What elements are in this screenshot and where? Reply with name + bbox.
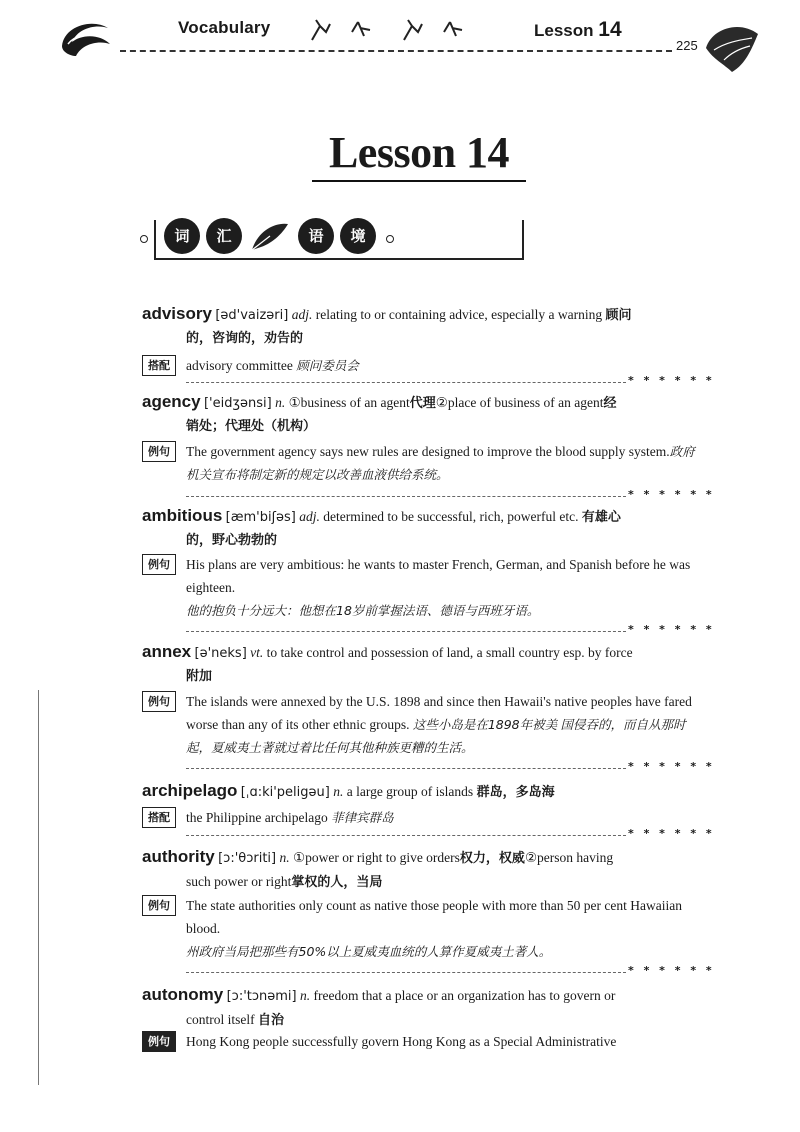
example-agency <box>142 440 704 486</box>
example-en: before he was eighteen. <box>186 557 691 595</box>
header-lesson-number: 14 <box>598 18 622 41</box>
entry-ambitious <box>142 504 704 552</box>
entry-advisory <box>142 302 704 350</box>
definition: to take control and possession of land, a small country esp. by force <box>266 645 633 660</box>
example-en: Hong Kong people successfully govern Hong Kong as a Special Administrative <box>186 1034 617 1049</box>
part-of-speech: n. <box>333 784 344 799</box>
translation: 销处；代理处（机构） <box>186 419 317 434</box>
example-zh: 州政府当局把那些有50%以上夏威夷血统的人算作夏威夷土著人。 <box>186 944 552 959</box>
example-en: Hawaiian blood. <box>186 898 682 936</box>
phonetic: [əd'vaizəri] <box>215 308 289 323</box>
sketch-figures-icon <box>300 18 500 48</box>
stars: * * * * * * <box>628 623 715 636</box>
entry-autonomy <box>142 983 704 1032</box>
badge-char: 汇 <box>206 218 242 254</box>
translation: 的，咨询的，劝告的 <box>186 331 304 346</box>
example-tag: 例句 <box>142 1031 176 1052</box>
entry-authority <box>142 845 704 894</box>
divider <box>186 972 626 973</box>
header-section-title: Vocabulary <box>178 18 271 37</box>
headword: authority <box>142 847 215 866</box>
example-annex <box>142 690 704 759</box>
translation: 掌权的人，当局 <box>291 875 383 890</box>
quill-icon <box>248 218 292 256</box>
part-of-speech: adj. <box>291 307 313 322</box>
definition: determined to be successful, rich, powerful etc. <box>323 509 579 524</box>
example-ambitious <box>142 553 704 622</box>
example-en: The state authorities only count as native those people with more than 50 per cent <box>186 898 627 913</box>
page-header <box>0 0 800 80</box>
translation: 经 <box>603 396 617 411</box>
example-tag: 例句 <box>142 691 176 712</box>
example-en: system. <box>628 444 670 459</box>
collocation-tag: 搭配 <box>142 807 176 828</box>
definition: relating to or containing advice, especially a warning <box>315 307 603 322</box>
divider <box>186 835 626 836</box>
entry-annex <box>142 640 704 688</box>
swirl-ornament-icon <box>58 16 114 62</box>
collocation-tag: 搭配 <box>142 355 176 376</box>
example-en: the Philippine archipelago <box>186 810 328 825</box>
headword: annex <box>142 642 192 661</box>
header-divider <box>120 50 672 52</box>
phonetic: [ɔ:'θɔriti] <box>218 851 277 866</box>
badge-char: 境 <box>340 218 376 254</box>
leaf-ornament-icon <box>702 20 762 76</box>
example-en: The islands were annexed by the U.S. 1898 and since then Hawaii's native peoples <box>186 694 632 709</box>
phonetic: [æm'biʃəs] <box>225 510 296 525</box>
divider <box>186 631 626 632</box>
translation: 顾问 <box>605 308 632 323</box>
translation: 权力，权威 <box>459 851 525 866</box>
headword: autonomy <box>142 985 224 1004</box>
part-of-speech: n. <box>275 395 286 410</box>
translation: 附加 <box>186 669 213 684</box>
example-tag: 例句 <box>142 441 176 462</box>
example-zh: 菲律宾群岛 <box>331 810 394 825</box>
translation: 自治 <box>257 1013 284 1028</box>
definition: such power or right <box>186 874 292 889</box>
stars: * * * * * * <box>628 374 715 387</box>
translation: 群岛，多岛海 <box>476 785 555 800</box>
badge-char: 词 <box>164 218 200 254</box>
example-zh: 顾问委员会 <box>296 358 359 373</box>
stars: * * * * * * <box>628 760 715 773</box>
page-number: 225 <box>676 38 698 53</box>
definition: a large group of islands <box>346 784 474 799</box>
collocation-archipelago <box>142 806 704 829</box>
example-en: advisory committee <box>186 358 293 373</box>
page-title: Lesson 14 <box>312 126 526 182</box>
translation: 代理 <box>409 396 436 411</box>
divider <box>186 496 626 497</box>
example-en: have fared worse than any of its other ethnic groups. <box>186 694 692 732</box>
definition: ②place of business of an agent <box>435 395 604 410</box>
stars: * * * * * * <box>628 827 715 840</box>
stars: * * * * * * <box>628 964 715 977</box>
collocation-advisory <box>142 354 704 377</box>
phonetic: [ɔ:'tɔnəmi] <box>226 989 297 1004</box>
headword: ambitious <box>142 506 223 525</box>
headword: archipelago <box>142 781 238 800</box>
part-of-speech: n. <box>299 988 311 1003</box>
stars: * * * * * * <box>628 488 715 501</box>
part-of-speech: adj. <box>299 509 320 524</box>
badge-dot <box>140 235 148 243</box>
translation: 有雄心 <box>581 510 621 525</box>
phonetic: [ˌɑ:ki'peligəu] <box>240 785 330 800</box>
badge-dot <box>386 235 394 243</box>
example-tag: 例句 <box>142 895 176 916</box>
divider <box>186 768 626 769</box>
entry-archipelago <box>142 779 704 804</box>
example-en: The government agency says new rules are designed to improve the blood supply <box>186 444 626 459</box>
definition: freedom that a place or an organization has to govern or <box>313 988 616 1003</box>
example-en: His plans are very ambitious: he wants to master French, German, and Spanish <box>186 557 612 572</box>
entry-agency <box>142 390 704 438</box>
definition: ①power or right to give orders <box>292 850 460 865</box>
phonetic: [ə'neks] <box>194 646 247 661</box>
headword: agency <box>142 392 201 411</box>
part-of-speech: n. <box>279 850 290 865</box>
example-autonomy <box>142 1030 704 1053</box>
headword: advisory <box>142 304 212 323</box>
example-zh: 这些小岛是在1898年被美 <box>412 717 558 732</box>
badge-char: 语 <box>298 218 334 254</box>
example-authority <box>142 894 704 963</box>
example-zh: 政府机关宣布将制定新的规定以改善血液供给系统。 <box>186 444 695 482</box>
definition: control itself <box>186 1012 255 1027</box>
translation: 的，野心勃勃的 <box>186 533 278 548</box>
part-of-speech: vt. <box>250 645 264 660</box>
example-tag: 例句 <box>142 554 176 575</box>
scan-margin-line <box>38 690 39 1085</box>
header-lesson-word: Lesson <box>534 21 594 40</box>
example-zh: 他的抱负十分远大：他想在18岁前掌握法语、德语与西班牙语。 <box>186 603 540 618</box>
header-lesson <box>534 18 622 42</box>
definition: ①business of an agent <box>288 395 410 410</box>
example-zh: 国侵吞的，而自从那时起，夏威夷土著就过着比任何其他种族更糟的生活。 <box>186 717 686 755</box>
definition: ②person having <box>524 850 614 865</box>
divider <box>186 382 626 383</box>
phonetic: ['eidʒənsi] <box>203 396 272 411</box>
